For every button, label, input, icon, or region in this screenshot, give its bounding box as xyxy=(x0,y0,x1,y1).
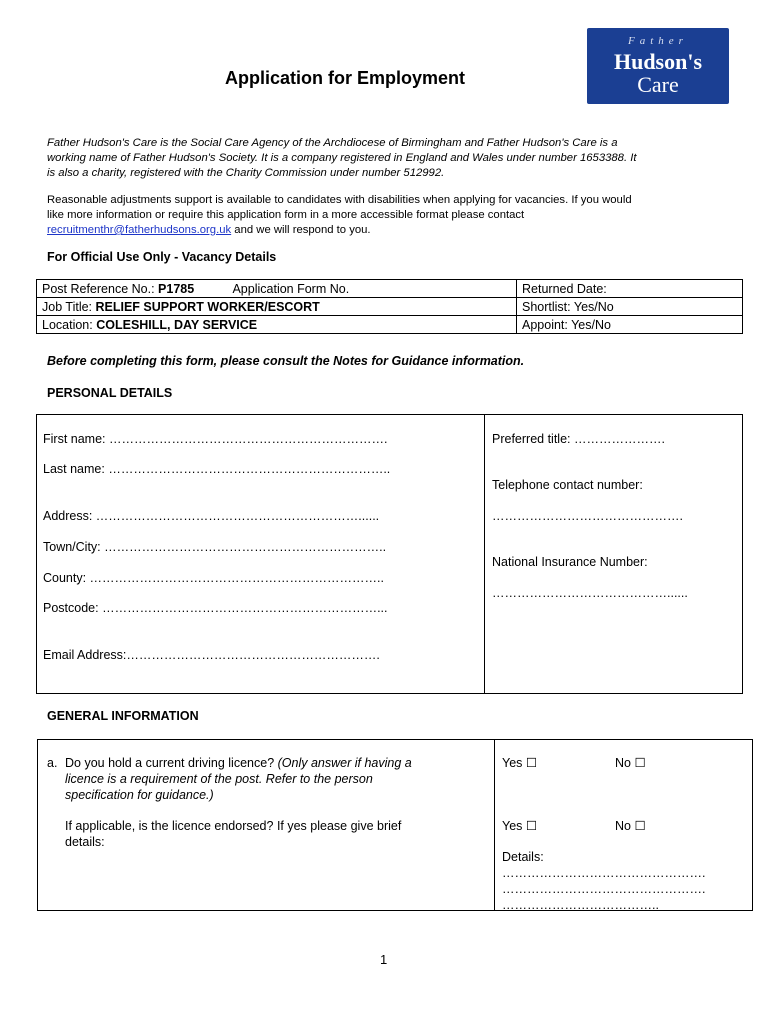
address-field[interactable]: Address: ………………………………………………………...... xyxy=(43,509,380,523)
table-row xyxy=(37,298,743,316)
logo-care-text: Care xyxy=(637,72,679,97)
page-number: 1 xyxy=(380,952,388,967)
general-information-divider xyxy=(494,739,495,911)
first-name-field[interactable]: First name: …………………………………………………………. xyxy=(43,432,388,446)
returned-date-cell: Returned Date: xyxy=(517,280,743,298)
question-a-note: (Only answer if having a xyxy=(274,756,412,770)
county-field[interactable]: County: …………………………………………………………….. xyxy=(43,571,384,585)
personal-details-divider xyxy=(484,414,485,694)
question-a-line xyxy=(65,755,485,771)
town-city-field[interactable]: Town/City: ………………………………………………………….. xyxy=(43,540,387,554)
job-title-label: Job Title: xyxy=(42,299,96,314)
intro-line xyxy=(47,223,727,238)
general-information-heading: GENERAL INFORMATION xyxy=(47,709,199,723)
table-row xyxy=(37,316,743,334)
licence-endorsed-question xyxy=(65,818,485,850)
post-reference-cell xyxy=(37,280,517,298)
logo-father-text: Father xyxy=(628,35,688,47)
details-label: Details: xyxy=(502,850,544,864)
location-label: Location: xyxy=(42,317,97,332)
driving-licence-no-checkbox[interactable]: No ☐ xyxy=(615,756,646,770)
page-title: Application for Employment xyxy=(225,68,466,88)
national-insurance-field[interactable]: ……………………………………...... xyxy=(492,586,688,600)
guidance-note: Before completing this form, please consult the Notes for Guidance information. xyxy=(47,354,525,368)
telephone-label: Telephone contact number: xyxy=(492,478,643,492)
intro-paragraph-charity xyxy=(47,136,727,181)
shortlist-cell: Shortlist: Yes/No xyxy=(517,298,743,316)
intro-line: like more information or require this application form in a more accessible format please contact xyxy=(47,209,525,221)
vacancy-details-table xyxy=(36,279,743,334)
intro-line: Father Hudson's Care is the Social Care Agency of the Archdiocese of Birmingham and Father Hudson's Care is a xyxy=(47,137,618,149)
licence-endorsed-yes-checkbox[interactable]: Yes ☐ xyxy=(502,819,538,833)
intro-paragraph-adjustments xyxy=(47,193,727,238)
question-a-note-line: specification for guidance.) xyxy=(65,788,214,802)
table-row xyxy=(37,280,743,298)
question-a-note-line: licence is a requirement of the post. Refer to the person xyxy=(65,772,373,786)
job-title-value: RELIEF SUPPORT WORKER/ESCORT xyxy=(95,299,320,314)
telephone-field[interactable]: ………………………………………. xyxy=(492,509,683,523)
endorsed-line: If applicable, is the licence endorsed? If yes please give brief xyxy=(65,819,402,833)
application-form-label: Application Form No. xyxy=(232,281,350,296)
question-a-prefix: a. xyxy=(47,756,58,770)
recruitment-email-link[interactable]: recruitmenthr@fatherhudsons.org.uk xyxy=(47,224,232,236)
national-insurance-label: National Insurance Number: xyxy=(492,555,648,569)
endorsed-line: details: xyxy=(65,835,105,849)
question-a-main: Do you hold a current driving licence? xyxy=(65,756,275,770)
appoint-cell: Appoint: Yes/No xyxy=(517,316,743,334)
logo-hudsons-text: Hudson's xyxy=(613,49,703,74)
location-cell xyxy=(37,316,517,334)
post-ref-label: Post Reference No.: xyxy=(42,281,159,296)
intro-line: working name of Father Hudson's Society. It is a company registered in England and Wales under number 1653388. It xyxy=(47,152,637,164)
intro-line-end: and we will respond to you. xyxy=(231,224,371,236)
details-field-line[interactable]: …………………………………………. xyxy=(502,866,706,880)
details-field-line[interactable]: ……………………………….. xyxy=(502,898,659,912)
last-name-field[interactable]: Last name: ………………………………………………………….. xyxy=(43,462,391,476)
post-ref-value: P1785 xyxy=(158,281,195,296)
intro-line: is also a charity, registered with the Charity Commission under number 512992. xyxy=(47,167,445,179)
job-title-cell xyxy=(37,298,517,316)
postcode-field[interactable]: Postcode: …………………………………………………………... xyxy=(43,601,388,615)
official-use-heading: For Official Use Only - Vacancy Details xyxy=(47,250,277,264)
question-a-text xyxy=(65,755,485,803)
email-address-field[interactable]: Email Address:……………………………………………………. xyxy=(43,648,380,662)
intro-line: Reasonable adjustments support is available to candidates with disabilities when applying for vacancies. If you would xyxy=(47,194,632,206)
licence-endorsed-no-checkbox[interactable]: No ☐ xyxy=(615,819,646,833)
driving-licence-yes-checkbox[interactable]: Yes ☐ xyxy=(502,756,538,770)
location-value: COLESHILL, DAY SERVICE xyxy=(96,317,258,332)
personal-details-heading: PERSONAL DETAILS xyxy=(47,386,173,400)
father-hudsons-care-logo xyxy=(587,28,729,104)
preferred-title-field[interactable]: Preferred title: …………………. xyxy=(492,432,665,446)
details-field-line[interactable]: …………………………………………. xyxy=(502,882,706,896)
